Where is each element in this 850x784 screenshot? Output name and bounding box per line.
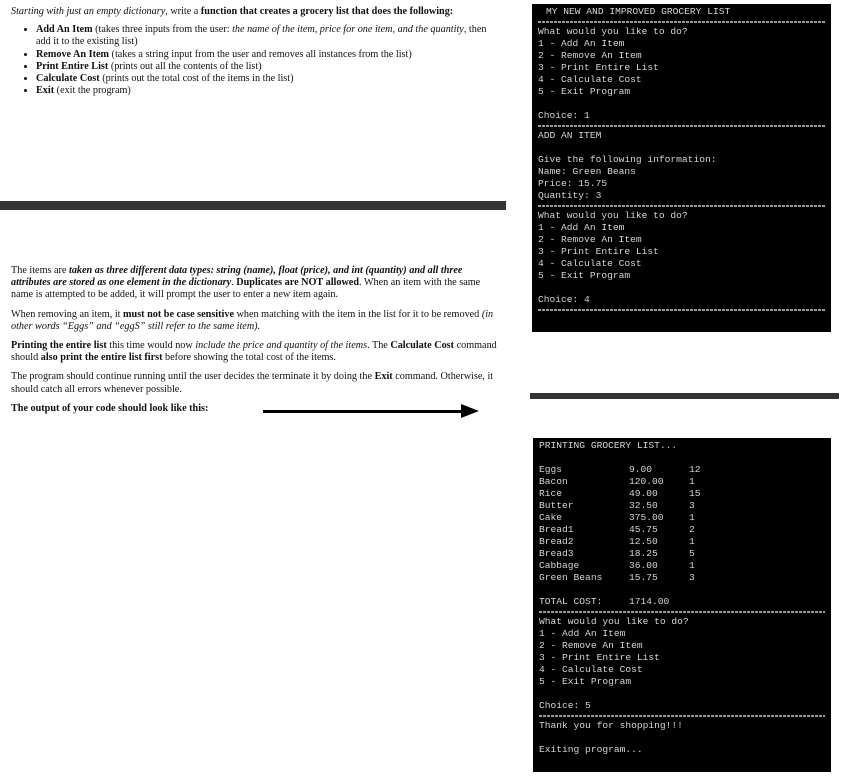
item-qty: 1 (689, 512, 695, 523)
item-name: Bacon (539, 476, 568, 487)
choice-line: Choice: 1 (538, 110, 590, 121)
total-row (539, 596, 825, 608)
terminal-title: MY NEW AND IMPROVED GROCERY LIST (546, 6, 731, 17)
item-price: 36.00 (629, 560, 658, 571)
menu-option: 1 - Add An Item (538, 222, 625, 233)
item-qty: 3 (689, 572, 695, 583)
item-qty: 5 (689, 548, 695, 559)
menu-prompt: What would you like to do? (538, 26, 688, 37)
item-name: Eggs (539, 464, 563, 475)
item-name: Bread3 (539, 548, 574, 559)
name-line: Name: Green Beans (538, 166, 636, 177)
arrow-right-icon (263, 410, 463, 413)
menu-prompt: What would you like to do? (539, 616, 689, 627)
feature-item: • Add An Item (takes three inputs from the user: the name of the item, price for one item, and the quantity, then add it to the existing list) (36, 24, 501, 48)
feature-item: • Exit (exit the program) (36, 85, 501, 97)
item-qty: 15 (689, 488, 701, 499)
separator (538, 21, 825, 23)
menu-option: 4 - Calculate Cost (539, 664, 643, 675)
exit-paragraph: The program should continue running until the user decides the terminate it by doing the Exit command. Otherwise, it should catch all errors whenever possible. (11, 371, 494, 395)
item-name: Bread1 (539, 524, 574, 535)
menu-option: 2 - Remove An Item (539, 640, 643, 651)
item-name: Bread2 (539, 536, 574, 547)
menu-option: 2 - Remove An Item (538, 50, 642, 61)
item-name: Cake (539, 512, 563, 523)
output-label-row (11, 403, 501, 417)
separator (539, 611, 825, 613)
choice-line: Choice: 5 (539, 700, 591, 711)
item-price: 12.50 (629, 536, 658, 547)
data-types-paragraph: The items are taken as three different data types: string (name), float (price), and int (quantity) and all three attributes are stored as one element in the dictionary. Duplicates are NOT allowed. When an item with the same name is attempted to be added, it will prompt the user to enter a new item again. (11, 265, 481, 301)
price-line: Price: 15.75 (538, 178, 608, 189)
item-name: Rice (539, 488, 563, 499)
exiting-line: Exiting program... (539, 744, 643, 755)
item-price: 375.00 (629, 512, 664, 523)
menu-option: 5 - Exit Program (539, 676, 632, 687)
menu-option: 1 - Add An Item (538, 38, 625, 49)
item-price: 15.75 (629, 572, 658, 583)
menu-option: 5 - Exit Program (538, 86, 631, 97)
item-name: Cabbage (539, 560, 580, 571)
arrow-head-icon (461, 404, 479, 418)
print-heading: PRINTING GROCERY LIST... (539, 440, 678, 451)
details-section (11, 265, 501, 417)
item-price: 49.00 (629, 488, 658, 499)
quantity-line: Quantity: 3 (538, 190, 602, 201)
total-label: TOTAL COST: (539, 596, 603, 607)
menu-prompt: What would you like to do? (538, 210, 688, 221)
item-qty: 12 (689, 464, 701, 475)
feature-item: • Print Entire List (prints out all the contents of the list) (36, 61, 501, 73)
item-price: 32.50 (629, 500, 658, 511)
choice-line: Choice: 4 (538, 294, 590, 305)
total-value: 1714.00 (629, 596, 670, 607)
feature-list (11, 24, 501, 97)
menu-option: 4 - Calculate Cost (538, 74, 642, 85)
add-item-heading: ADD AN ITEM (538, 130, 602, 141)
menu-option: 3 - Print Entire List (538, 62, 659, 73)
item-qty: 1 (689, 560, 695, 571)
separator (538, 125, 825, 127)
intro-paragraph: Starting with just an empty dictionary, write a function that creates a grocery list that does the following: (11, 6, 454, 17)
separator (539, 715, 825, 717)
terminal-window-2 (533, 438, 831, 772)
item-price: 9.00 (629, 464, 653, 475)
print-paragraph: Printing the entire list this time would now include the price and quantity of the items. The Calculate Cost command should also print the entire list first before showing the total cost of the items. (11, 340, 497, 364)
item-qty: 2 (689, 524, 695, 535)
terminal-window-1 (532, 4, 831, 332)
thanks-line: Thank you for shopping!!! (539, 720, 683, 731)
item-price: 18.25 (629, 548, 658, 559)
item-name: Green Beans (539, 572, 603, 583)
section-divider-left (0, 201, 506, 210)
remove-paragraph: When removing an item, it must not be case sensitive when matching with the item in the list for it to be removed (in other words “Eggs” and “eggS” still refer to the same item). (11, 308, 494, 332)
item-qty: 3 (689, 500, 695, 511)
item-price: 45.75 (629, 524, 658, 535)
menu-option: 4 - Calculate Cost (538, 258, 642, 269)
menu-option: 1 - Add An Item (539, 628, 626, 639)
separator (538, 205, 825, 207)
menu-option: 3 - Print Entire List (539, 652, 660, 663)
output-label: The output of your code should look like this: (11, 402, 209, 414)
menu-option: 3 - Print Entire List (538, 246, 659, 257)
feature-item: • Remove An Item (takes a string input from the user and removes all instances from the list) (36, 49, 501, 61)
info-prompt: Give the following information: (538, 154, 717, 165)
item-qty: 1 (689, 536, 695, 547)
menu-option: 5 - Exit Program (538, 270, 631, 281)
feature-item: • Calculate Cost (prints out the total cost of the items in the list) (36, 73, 501, 85)
separator (538, 309, 825, 311)
menu-option: 2 - Remove An Item (538, 234, 642, 245)
grocery-table (539, 464, 825, 584)
item-qty: 1 (689, 476, 695, 487)
section-divider-right (530, 393, 839, 399)
intro-section (11, 6, 501, 97)
item-price: 120.00 (629, 476, 664, 487)
item-name: Butter (539, 500, 574, 511)
